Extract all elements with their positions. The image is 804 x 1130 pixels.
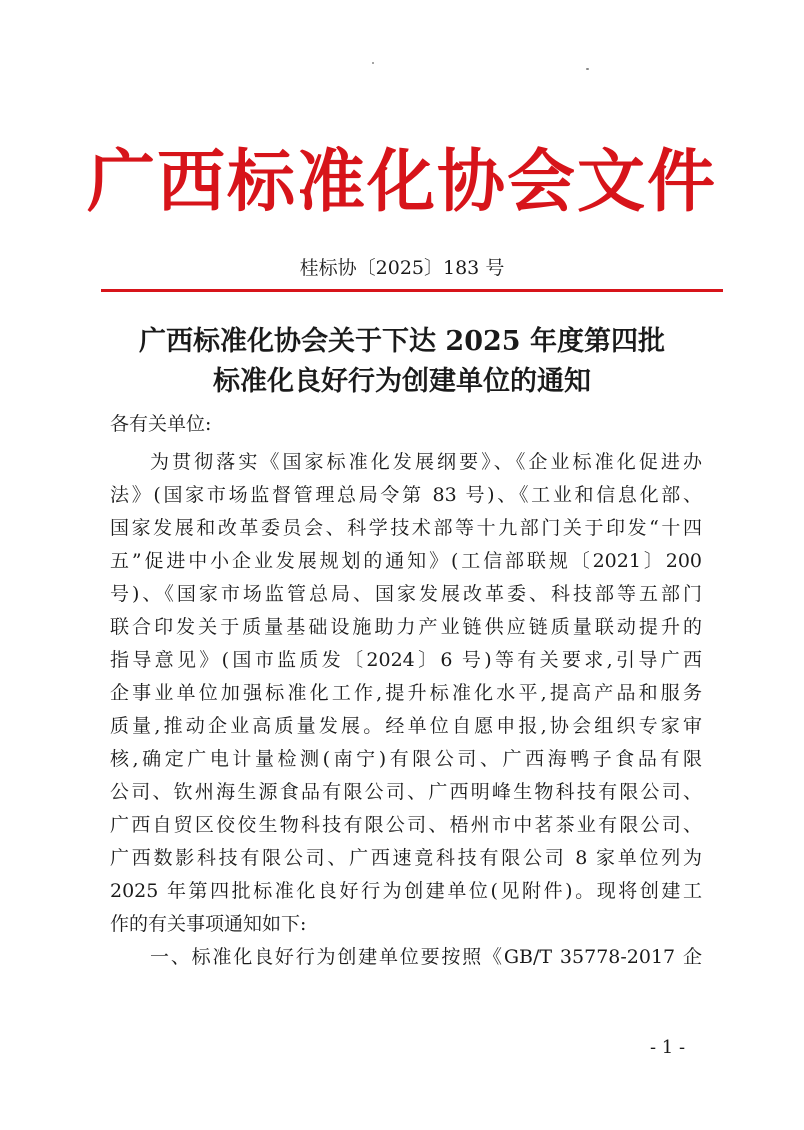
document-number: 桂标协〔2025〕183 号 bbox=[299, 257, 505, 279]
body-line: 作的有关事项通知如下: bbox=[110, 913, 307, 935]
red-header-rule bbox=[101, 289, 723, 292]
notice-title-line-1: 广西标准化协会关于下达 2025 年度第四批 bbox=[139, 326, 665, 357]
notice-title-line-2: 标准化良好行为创建单位的通知 bbox=[213, 366, 591, 397]
scan-speck bbox=[586, 68, 589, 70]
page-number: - 1 - bbox=[650, 1037, 686, 1058]
body-line: 联合印发关于质量基础设施助力产业链供应链质量联动提升的 bbox=[110, 616, 702, 638]
body-line: 核,确定广电计量检测(南宁)有限公司、广西海鸭子食品有限 bbox=[110, 748, 702, 770]
body-line: 五”促进中小企业发展规划的通知》(工信部联规〔2021〕200 bbox=[110, 550, 702, 572]
body-line: 一、标准化良好行为创建单位要按照《GB/T 35778-2017 企 bbox=[150, 946, 702, 968]
salutation: 各有关单位: bbox=[110, 413, 212, 435]
body-line: 2025 年第四批标准化良好行为创建单位(见附件)。现将创建工 bbox=[110, 880, 702, 902]
document-masthead: 广西标准化协会文件 bbox=[86, 142, 717, 222]
body-line: 广西数影科技有限公司、广西速竟科技有限公司 8 家单位列为 bbox=[110, 847, 702, 869]
body-line: 公司、钦州海生源食品有限公司、广西明峰生物科技有限公司、 bbox=[110, 781, 702, 803]
body-line: 法》(国家市场监督管理总局令第 83 号)、《工业和信息化部、 bbox=[110, 484, 702, 506]
body-line: 质量,推动企业高质量发展。经单位自愿申报,协会组织专家审 bbox=[110, 715, 702, 737]
body-line: 企事业单位加强标准化工作,提升标准化水平,提高产品和服务 bbox=[110, 682, 702, 704]
body-line: 指导意见》(国市监质发〔2024〕6 号)等有关要求,引导广西 bbox=[110, 649, 702, 671]
body-line: 广西自贸区佼佼生物科技有限公司、梧州市中茗茶业有限公司、 bbox=[110, 814, 702, 836]
body-line: 为贯彻落实《国家标准化发展纲要》、《企业标准化促进办 bbox=[150, 451, 702, 473]
body-line: 号)、《国家市场监管总局、国家发展改革委、科技部等五部门 bbox=[110, 583, 702, 605]
scan-speck bbox=[372, 62, 374, 64]
body-line: 国家发展和改革委员会、科学技术部等十九部门关于印发“十四 bbox=[110, 517, 702, 539]
